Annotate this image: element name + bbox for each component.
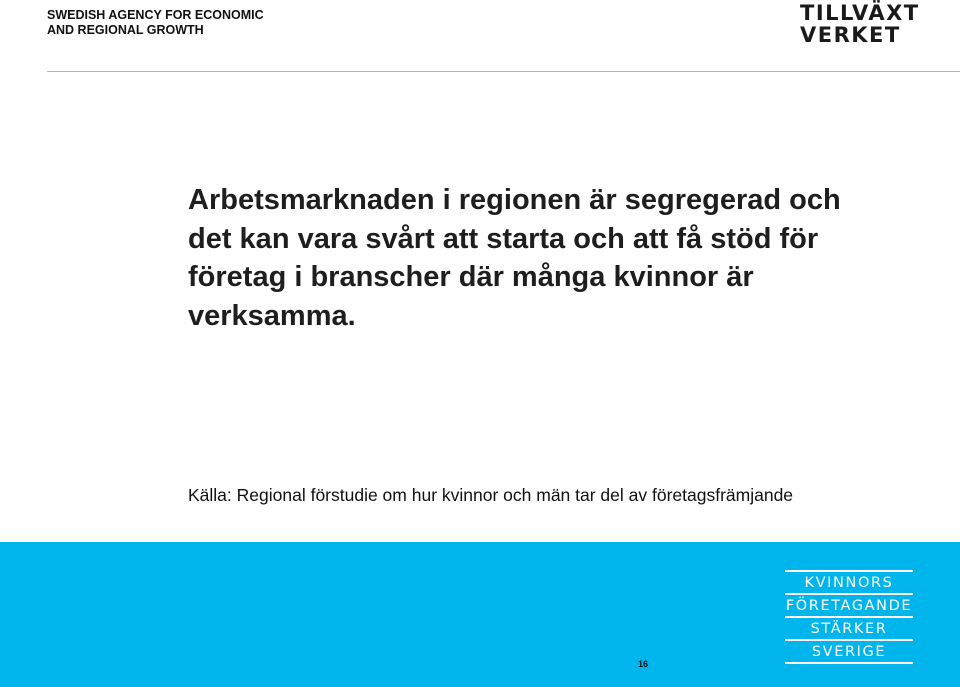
agency-name (47, 8, 264, 38)
slogan-line-1: KVINNORS (785, 572, 913, 595)
slogan-line-4: SVERIGE (785, 641, 913, 664)
page-number: 16 (637, 659, 648, 669)
slogan-logo (785, 570, 913, 664)
slogan-line-2: FÖRETAGANDE (785, 595, 913, 618)
agency-name-line2: AND REGIONAL GROWTH (47, 23, 204, 37)
logo-line1: TILLVÄXT (800, 1, 920, 25)
logo-line2: VERKET (800, 23, 901, 47)
slogan-line-3: STÄRKER (785, 618, 913, 641)
slide-headline: Arbetsmarknaden i regionen är segregerad och det kan vara svårt att starta och att få stöd för företag i branscher där många kvinnor är verksamma. (188, 184, 841, 332)
footer-band (0, 542, 960, 687)
header-divider (47, 71, 960, 72)
source-citation: Källa: Regional förstudie om hur kvinnor och män tar del av företagsfrämjande (188, 485, 794, 505)
agency-name-line1: SWEDISH AGENCY FOR ECONOMIC (47, 8, 264, 22)
tillvaxtverket-logo (800, 1, 920, 47)
